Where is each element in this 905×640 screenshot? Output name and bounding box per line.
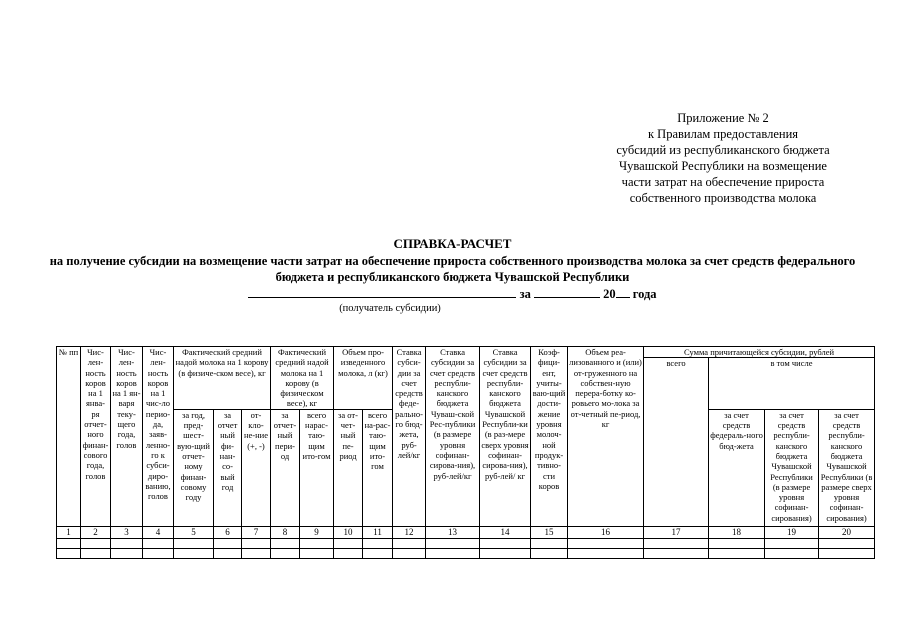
header-col-4: Чис-лен-ность коров на 1 чис-ло перио-да, заяв-ленно-го к субси-диро-ванию, голов xyxy=(143,347,174,527)
column-number: 9 xyxy=(300,526,334,538)
header-col-7: от-кло-не-ние (+, -) xyxy=(242,409,271,526)
header-col-15: Коэф-фици-ент, учиты-ваю-щий дости-жение уровня молоч-ной продук-тивно-сти коров xyxy=(531,347,568,527)
header-col-14: Ставка субсидии за счет средств республи-канского бюджета Чувашской Республи-ки (в раз-мере сверх уровня софинан-сирова-ния), руб-лей/ кг xyxy=(480,347,531,527)
document-subtitle: на получение субсидии на возмещение части затрат на обеспечение прироста собственного производства молока за счет средств федерального бюджета и республиканского бюджета Чувашской Республики xyxy=(49,254,856,284)
header-col-20: за счет средств республи-канского бюджета Чувашской Республики (в размере сверх уровня софинан-сирования) xyxy=(819,409,875,526)
header-col-9: всего нарас-таю-щим ито-гом xyxy=(300,409,334,526)
column-number: 6 xyxy=(214,526,242,538)
header-group-period-yield: Фактический средний надой молока на 1 корову (в физическом весе), кг xyxy=(271,347,334,410)
year-blank xyxy=(616,285,630,298)
column-number: 13 xyxy=(426,526,480,538)
header-col-10: за от-чет-ный пе-риод xyxy=(334,409,363,526)
appendix-line: Чувашской Республики на возмещение xyxy=(619,159,827,173)
appendix-line: собственного производства молока xyxy=(629,191,817,205)
header-col-5: за год, пред-шест-вую-щий отчет-ному финан-совому году xyxy=(174,409,214,526)
header-col-18: за счет средств федераль-ного бюд-жета xyxy=(709,409,765,526)
document-title: СПРАВКА-РАСЧЕТ xyxy=(393,236,512,251)
column-number: 3 xyxy=(111,526,143,538)
table-row xyxy=(57,538,875,548)
column-number: 2 xyxy=(81,526,111,538)
header-group-subsidy-sum: Сумма причитающейся субсидии, рублей xyxy=(644,347,875,358)
recipient-line xyxy=(40,285,865,302)
column-number: 12 xyxy=(393,526,426,538)
header-group-avg-yield: Фактический средний надой молока на 1 корову (в физиче-ском весе), кг xyxy=(174,347,271,410)
appendix-block xyxy=(598,110,848,206)
header-col-1: № пп xyxy=(57,347,81,527)
subsidy-calculation-table xyxy=(56,346,875,559)
column-number: 5 xyxy=(174,526,214,538)
header-col-3: Чис-лен-ность коров на 1 ян-варя теку-щего года, голов xyxy=(111,347,143,527)
column-number: 14 xyxy=(480,526,531,538)
appendix-line: субсидий из республиканского бюджета xyxy=(616,143,830,157)
recipient-blank xyxy=(248,285,516,298)
recipient-caption: (получатель субсидии) xyxy=(339,303,441,314)
header-col-19: за счет средств республи-канского бюджета Чувашской Республики (в размере уровня софинан-сирования) xyxy=(765,409,819,526)
appendix-line: части затрат на обеспечение прироста xyxy=(621,175,825,189)
header-group-milk-volume: Объем про-изведенного молока, л (кг) xyxy=(334,347,393,410)
recipient-for: за xyxy=(519,287,531,301)
header-col-6: за отчет ный фи-нан-со-вый год xyxy=(214,409,242,526)
header-col-12: Ставка субси-дии за счет средств феде-рально-го бюд-жета, руб-лей/кг xyxy=(393,347,426,527)
table-row xyxy=(57,548,875,558)
column-number: 20 xyxy=(819,526,875,538)
header-col-17: всего xyxy=(644,358,709,526)
column-number: 10 xyxy=(334,526,363,538)
column-number: 1 xyxy=(57,526,81,538)
column-number: 18 xyxy=(709,526,765,538)
period-blank xyxy=(534,285,600,298)
appendix-line: к Правилам предоставления xyxy=(647,127,799,141)
appendix-line: Приложение № 2 xyxy=(677,111,769,125)
column-number: 8 xyxy=(271,526,300,538)
column-number: 17 xyxy=(644,526,709,538)
column-number: 16 xyxy=(568,526,644,538)
header-col-16: Объем реа-лизованного и (или) от-груженного на собствен-ную перера-ботку ко-ровьего мо-лока за от-четный пе-риод, кг xyxy=(568,347,644,527)
column-numbers-row xyxy=(57,526,875,538)
year-prefix: 20 xyxy=(603,287,616,301)
header-col-2: Чис-лен-ность коров на 1 янва-ря отчет-ного финан-сового года, голов xyxy=(81,347,111,527)
column-number: 7 xyxy=(242,526,271,538)
header-col-8: за отчет-ный пери-од xyxy=(271,409,300,526)
header-group-including: в том числе xyxy=(709,358,875,409)
column-number: 4 xyxy=(143,526,174,538)
year-suffix: года xyxy=(632,287,657,301)
header-col-11: всего на-рас-таю-щим ито-гом xyxy=(363,409,393,526)
column-number: 15 xyxy=(531,526,568,538)
header-col-13: Ставка субсидии за счет средств республи-канского бюджета Чуваш-ской Рес-публики (в размере уровня софинан-сирова-ния), руб-лей/кг xyxy=(426,347,480,527)
column-number: 11 xyxy=(363,526,393,538)
column-number: 19 xyxy=(765,526,819,538)
